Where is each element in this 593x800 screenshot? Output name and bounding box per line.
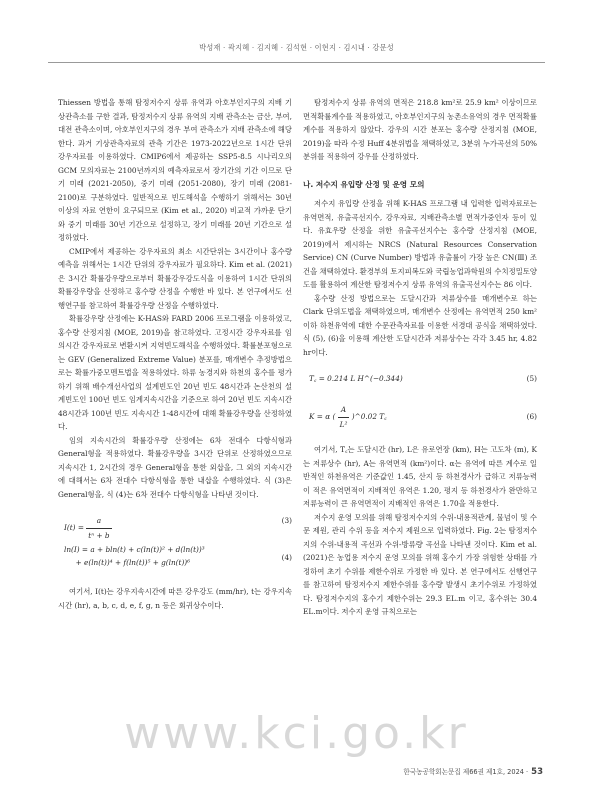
equation-4 (58, 539, 292, 579)
page-number: 53 (531, 767, 543, 777)
paragraph: 저수지 유입량 산정을 위해 K-HAS 프로그램 내 입력한 입력자료로는 유역면적, 유출곡선지수, 강우자료, 지배관측소별 면적가중인자 등이 있다. 유효우량 산정을 위한 유출곡선지수는 홍수량 산정지침 (MOE, 2019)에서 제시하는 NRCS (Natural Resources Conservation Service) CN (Curve Number) 방법과 유출률이 가장 높은 CN(Ⅲ) 조건을 채택하였다. 환경부의 토지피복도와 국립농업과학원의 수치정밀토양도를 활용하여 계산한 탐정저수지 상류 유역의 유출곡선지수는 86 이다. (303, 199, 537, 289)
paragraph: 임의 지속시간의 확률강우량 산정에는 6차 전대수 다항식형과 General형을 적용하였다. 확률강우량을 3시간 단위로 산정하였으므로 지속시간 1, 2시간의 경우 General형을 통한 외삽을, 그 외의 지속시간에 대해서는 6차 전대수 다항식형을 통한 내삽을 수행하였다. 식 (3)은 General형을, 식 (4)는 6차 전대수 다항식형을 나타낸 것이다. (58, 435, 292, 499)
running-header-authors: 박성재 · 곽지혜 · 김지혜 · 김석현 · 이현지 · 김시내 · 강문성 (199, 43, 394, 52)
watermark: www.kci.go.kr (124, 708, 469, 759)
paragraph: 여기서, I(t)는 강우지속시간에 따른 강우강도 (mm/hr), t는 강우지속시간 (hr), a, b, c, d, e, f, g, n 등은 회귀상수이다. (58, 587, 292, 610)
equation-5-body: T꜀ = 0.214 L H^(−0.344) (309, 374, 403, 383)
paragraph: 여기서, T꜀는 도달시간 (hr), L은 유로연장 (km), H는 고도차 (m), K는 저류상수 (hr), A는 유역면적 (km²)이다. α는 유역에 따른 계수로 일반적인 하천유역은 기준값인 1.45, 산지 등 하천경사가 급하고 저류능력이 적은 유역면적이 지배적인 유역은 1.20, 평지 등 하천경사가 완만하고 저류능력이 큰 유역면적이 지배적인 유역은 1.70을 적용한다. (303, 445, 537, 508)
section-heading: 나. 저수지 유입량 산정 및 운영 모의 (303, 179, 425, 189)
equation-6-rhs: )^0.02 T꜀ (351, 412, 387, 421)
equation-3-numerator: a (86, 514, 111, 529)
equation-3-fraction (86, 514, 111, 542)
equation-4-number: (4) (281, 553, 292, 562)
equation-3-lhs: I(t) = (64, 523, 84, 532)
right-column (303, 96, 537, 619)
equation-6-numerator: A (338, 403, 350, 418)
paragraph: CMIP에서 제공하는 강우자료의 최소 시간단위는 3시간이나 홍수량 예측을 위해서는 1시간 단위의 강우자료가 필요하다. Kim et al. (2021)은 3시간 확률강우량으로부터 확률강우강도식을 이용하여 1시간 단위의 확률강우량을 산정하고 홍수량 산정을 수행한 바 있다. 본 연구에서도 선행연구를 참고하여 확률강우량 산정을 수행하였다. (58, 246, 292, 310)
equation-4-line-1: ln(I) = a + bln(t) + c(ln(t))² + d(ln(t))³ (64, 545, 205, 554)
page-footer (403, 766, 543, 777)
paragraph: 탐정저수지 상류 유역의 면적은 218.8 km²로 25.9 km² 이상이므로 면적확률계수를 적용하였고, 아호부인지구의 농촌소유역의 경우 면적확률계수를 적용하지 않았다. 강우의 시간 분포는 홍수량 산정지침 (MOE, 2019)을 따라 수정 Huff 4분위법을 채택하였고, 3분위 누가곡선의 50% 분위를 적용하여 강우를 산정하였다. (303, 98, 537, 161)
header-rule (48, 62, 545, 63)
equation-6-denominator: L² (339, 419, 348, 429)
equation-6-lhs: K = α ( (309, 412, 336, 421)
paragraph: 확률강우량 산정에는 K-HAS와 FARD 2006 프로그램을 이용하였고, 홍수량 산정지침 (MOE, 2019)을 참고하였다. 고정시간 강우자료를 임의시간 강우자료로 변환시켜 지역빈도해석을 수행하였다. 확률분포형으로는 GEV (Generalized Extreme Value) 분포를, 매개변수 추정방법으로는 확률가중모멘트법을 적용하였다. 하류 농경지와 하천의 홍수를 평가하기 위해 배수개선사업의 설계빈도인 20년 빈도 48시간과 논산천의 설계빈도인 100년 빈도 임계지속시간을 기준으로 하여 20년 빈도 지속시간 48시간과 100년 빈도 지속시간 1-48시간에 대해 확률강우량을 산정하였다. (58, 314, 292, 431)
equation-5 (303, 365, 537, 391)
equation-5-number: (5) (526, 374, 537, 383)
paragraph: 홍수량 산정 방법으로는 도달시간과 저류상수를 매개변수로 하는 Clark 단위도법을 채택하였으며, 매개변수 산정에는 유역면적 250 km² 이하 하천유역에 대한 수문관측자료를 이용한 서경대 공식을 채택하였다. 식 (5), (6)을 이용해 계산한 도달시간과 저류상수는 각각 3.45 hr, 4.82 hr이다. (303, 293, 537, 357)
equation-3-denominator: tⁿ + b (88, 530, 110, 540)
equation-6 (303, 397, 537, 437)
equation-3-number: (3) (281, 516, 292, 525)
paragraph: Thiessen 방법을 통해 탐정저수지 상류 유역과 아호부인지구의 지배 기상관측소를 구한 결과, 탐정저수지 상류 유역의 지배 관측소는 금산, 부여, 대전 관측소이며, 아호부인지구의 경우 부여 관측소가 지배 관측소에 해당한다. 과거 기상관측자료의 관측 기간은 1973-2022년으로 1시간 단위 강우자료를 이용하였다. CMIP6에서 제공하는 SSP5-8.5 시나리오의 GCM 모의자료는 2100년까지의 예측자료로서 장기간의 기간 이므로 단기 미래 (2021-2050), 중기 미래 (2051-2080), 장기 미래 (2081-2100)로 구분하였다. 일반적으로 빈도해석을 수행하기 위해서는 30년 이상의 자료 연한이 요구되므로 (Kim et al., 2020) 비교적 가까운 단기와 중기 미래를 30년 기간으로 설정하고, 장기 미래를 20년 기간으로 설정하였다. (58, 98, 292, 242)
journal-citation: 한국농공학회논문집 제66권 제1호, 2024 · (403, 768, 529, 776)
paragraph: 저수지 운영 모의를 위해 탐정저수지의 수위-내용적관계, 물넘이 및 수문 제원, 관리 수위 등을 저수지 제원으로 입력하였다. Fig. 2는 탐정저수지의 수위-내용적 곡선과 수위-방류량 곡선을 나타낸 것이다. Kim et al. (2021)은 농업용 저수지 운영 모의를 위해 홍수기 가장 위험한 상태를 가정하여 초기 수위를 제한수위로 가정한 바 있다. 본 연구에서도 선행연구를 참고하여 탐정저수지 제한수위를 홍수량 발생시 초기수위로 가정하였다. 탐정저수지의 홍수기 제한수위는 29.3 EL.m 이고, 홍수위는 30.4 EL.m이다. 저수지 운영 규칙으로는 (303, 512, 537, 616)
left-column (58, 96, 292, 612)
equation-6-fraction (338, 403, 350, 431)
equation-3 (58, 507, 292, 540)
equation-6-number: (6) (526, 412, 537, 421)
equation-4-line-2: + e(ln(t))⁴ + f(ln(t))⁵ + g(ln(t))⁶ (75, 558, 191, 567)
